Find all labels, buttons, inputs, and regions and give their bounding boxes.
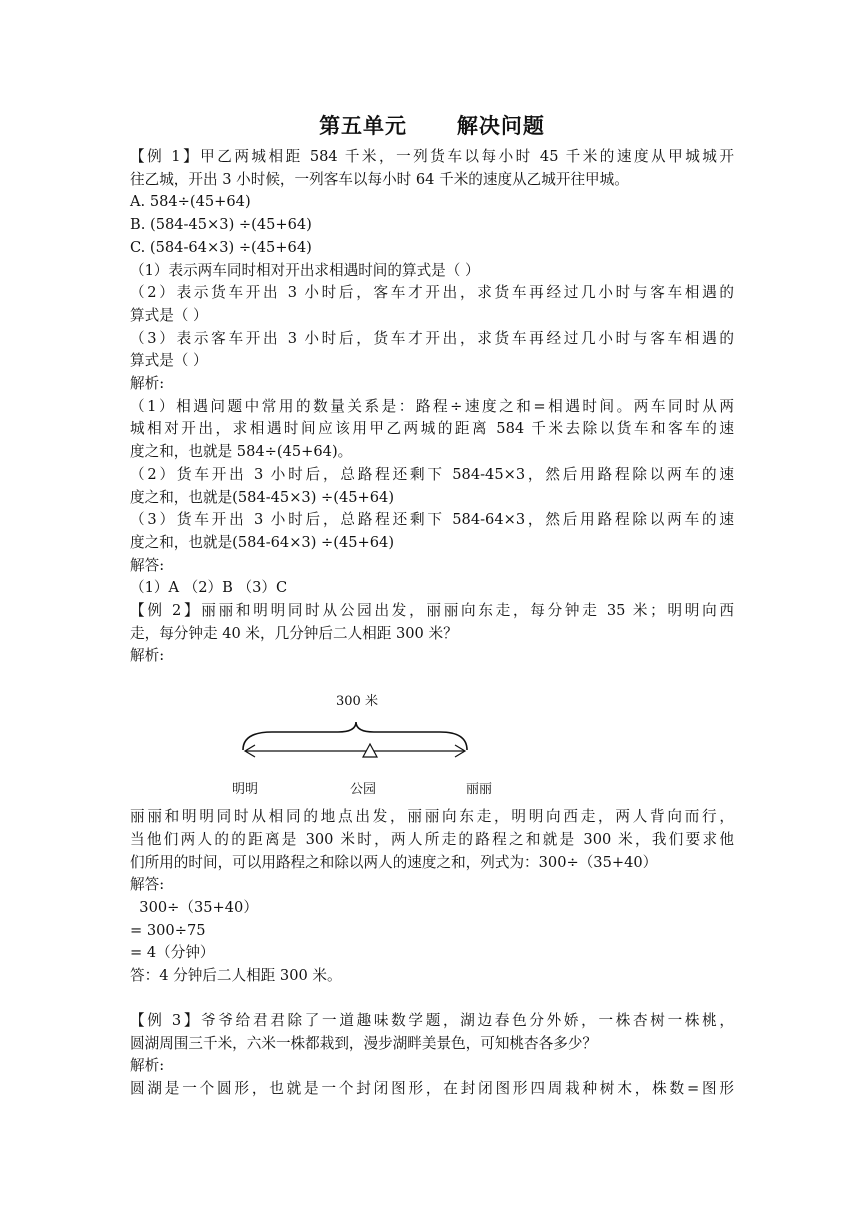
- section-spacer: [130, 988, 734, 1010]
- distance-brace: [243, 722, 467, 750]
- example-3: [130, 1010, 734, 1101]
- walking-diagram: [130, 674, 734, 802]
- analysis-line: （2）货车开出 3 小时后，总路程还剩下 584-45×3，然后用路程除以两车的速: [130, 465, 734, 483]
- explanation-line: 当他们两人的的距离是 300 米时，两人所走的路程之和就是 300 米，我们要求他: [130, 830, 734, 848]
- example-1-question-line: 【例 1】甲乙两城相距 584 千米，一列货车以每小时 45 千米的速度从甲城城开: [130, 148, 734, 165]
- example-3-question-line: 【例 3】爷爷给君君除了一道趣味数学题，湖边春色分外娇，一株杏树一株桃，: [130, 1011, 734, 1029]
- example-1-subquestion-1: （1）表示两车同时相对开出求相遇时间的算式是（ ）: [130, 261, 480, 279]
- explanation-line: 丽丽和明明同时从相同的地点出发，丽丽向东走，明明向西走，两人背向而行，: [130, 808, 734, 826]
- lili-label: 丽丽: [466, 782, 493, 798]
- example-1-option-a: A. 584÷(45+64): [130, 193, 251, 211]
- analysis-label: 解析:: [130, 375, 165, 393]
- example-1: [130, 146, 734, 600]
- analysis-label: 解析:: [130, 647, 165, 665]
- example-3-question-line: 圆湖周围三千米，六米一株都栽到，漫步湖畔美景色，可知桃杏各多少？: [130, 1034, 598, 1052]
- example-1-subquestion-2: 算式是（ ）: [130, 306, 208, 324]
- explanation-line: 圆湖是一个圆形，也就是一个封闭图形，在封闭图形四周栽种树木，株数=图形: [130, 1079, 734, 1097]
- analysis-label: 解析:: [130, 1057, 165, 1075]
- park-label: 公园: [350, 782, 377, 798]
- final-answer: 答：4 分钟后二人相距 300 米。: [130, 967, 342, 985]
- analysis-line: （3）货车开出 3 小时后，总路程还剩下 584-64×3，然后用路程除以两车的速: [130, 511, 734, 529]
- document-page: [130, 112, 734, 1101]
- example-1-subquestion-3: 算式是（ ）: [130, 352, 208, 370]
- analysis-line: 城相对开出，求相遇时间应该用甲乙两城的距离 584 千米去除以货车和客车的速: [130, 420, 734, 438]
- calculation-line: 300÷（35+40）: [130, 898, 258, 916]
- page-title: 第五单元 解决问题: [319, 113, 545, 138]
- answer-label: 解答:: [130, 556, 165, 574]
- analysis-line: 度之和，也就是 584÷(45+64)。: [130, 443, 353, 461]
- answer-line: （1）A （2）B （3）C: [130, 579, 288, 597]
- analysis-line: （1）相遇问题中常用的数量关系是：路程÷速度之和=相遇时间。两车同时从两: [130, 397, 734, 415]
- analysis-line: 度之和，也就是(584-45×3) ÷(45+64): [130, 488, 395, 506]
- calculation-line: = 4（分钟）: [130, 944, 215, 962]
- answer-label: 解答:: [130, 876, 165, 894]
- example-2: [130, 600, 734, 988]
- analysis-line: 度之和，也就是(584-64×3) ÷(45+64): [130, 533, 395, 551]
- example-1-option-c: C. (584-64×3) ÷(45+64): [130, 238, 312, 256]
- mingming-label: 明明: [232, 782, 259, 798]
- example-1-option-b: B. (584-45×3) ÷(45+64): [130, 216, 312, 234]
- diagram-drawing: [130, 674, 734, 802]
- example-1-subquestion-2: （2）表示货车开出 3 小时后，客车才开出，求货车再经过几小时与客车相遇的: [130, 284, 734, 302]
- example-2-question-line: 【例 2】丽丽和明明同时从公园出发，丽丽向东走，每分钟走 35 米；明明向西: [130, 602, 734, 620]
- calculation-line: = 300÷75: [130, 921, 206, 939]
- example-2-question-line: 走，每分钟走 40 米，几分钟后二人相距 300 米？: [130, 624, 458, 642]
- distance-label: 300 米: [336, 694, 378, 710]
- example-1-question-line: 往乙城，开出 3 小时候，一列客车以每小时 64 千米的速度从乙城开往甲城。: [130, 170, 629, 188]
- explanation-line: 们所用的时间，可以用路程之和除以两人的速度之和，列式为：300÷（35+40）: [130, 853, 658, 871]
- example-1-subquestion-3: （3）表示客车开出 3 小时后，货车才开出，求货车再经过几小时与客车相遇的: [130, 329, 734, 347]
